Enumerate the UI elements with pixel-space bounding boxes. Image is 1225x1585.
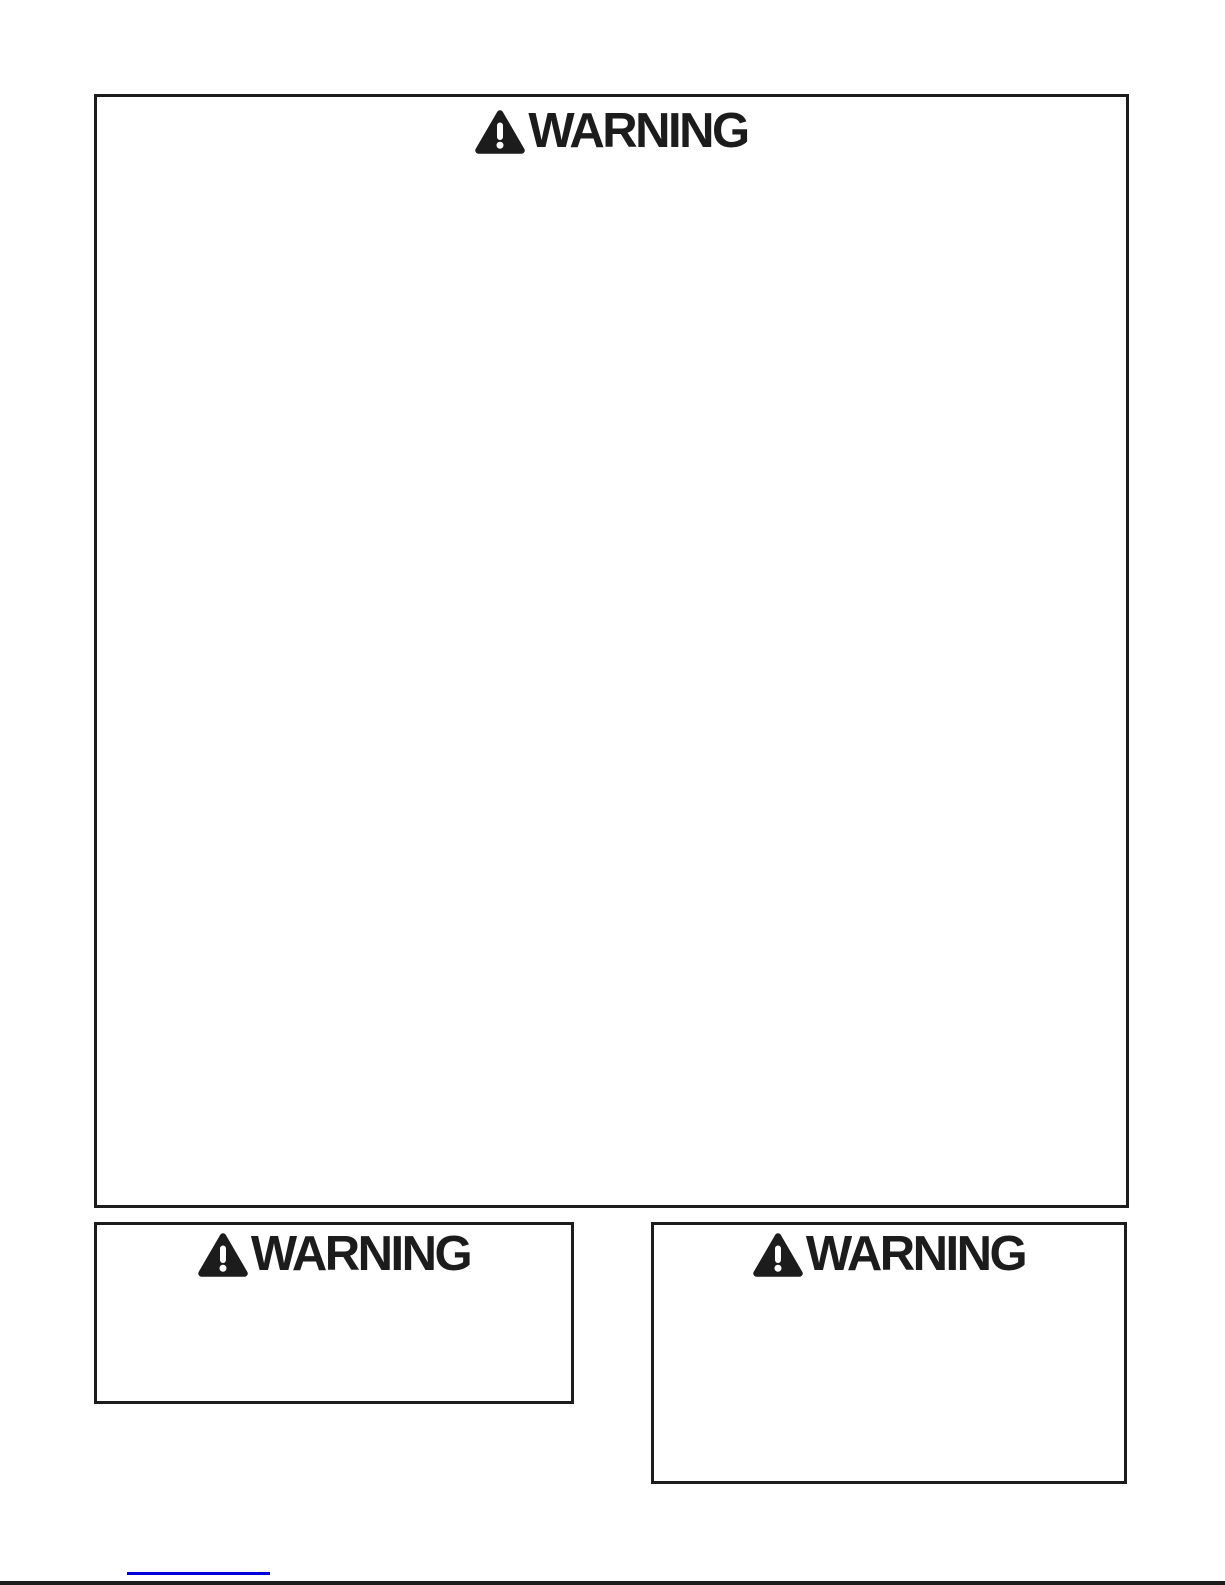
- warning-box-bottom-right: [651, 1222, 1127, 1484]
- warning-header: [654, 1225, 1124, 1279]
- warning-box-bottom-left: [94, 1222, 574, 1404]
- warning-header: [97, 97, 1126, 156]
- warning-box-main: [94, 94, 1129, 1208]
- warning-header: [97, 1225, 571, 1279]
- warning-label: WARNING: [250, 1227, 471, 1281]
- warning-label: WARNING: [528, 104, 748, 158]
- warning-triangle-icon: [753, 1232, 803, 1278]
- warning-triangle-icon: [475, 109, 525, 155]
- warning-label: WARNING: [805, 1227, 1026, 1281]
- warning-triangle-icon: [198, 1232, 248, 1278]
- page-bottom-edge: [0, 1581, 1225, 1585]
- footer-link[interactable]: [127, 1572, 270, 1575]
